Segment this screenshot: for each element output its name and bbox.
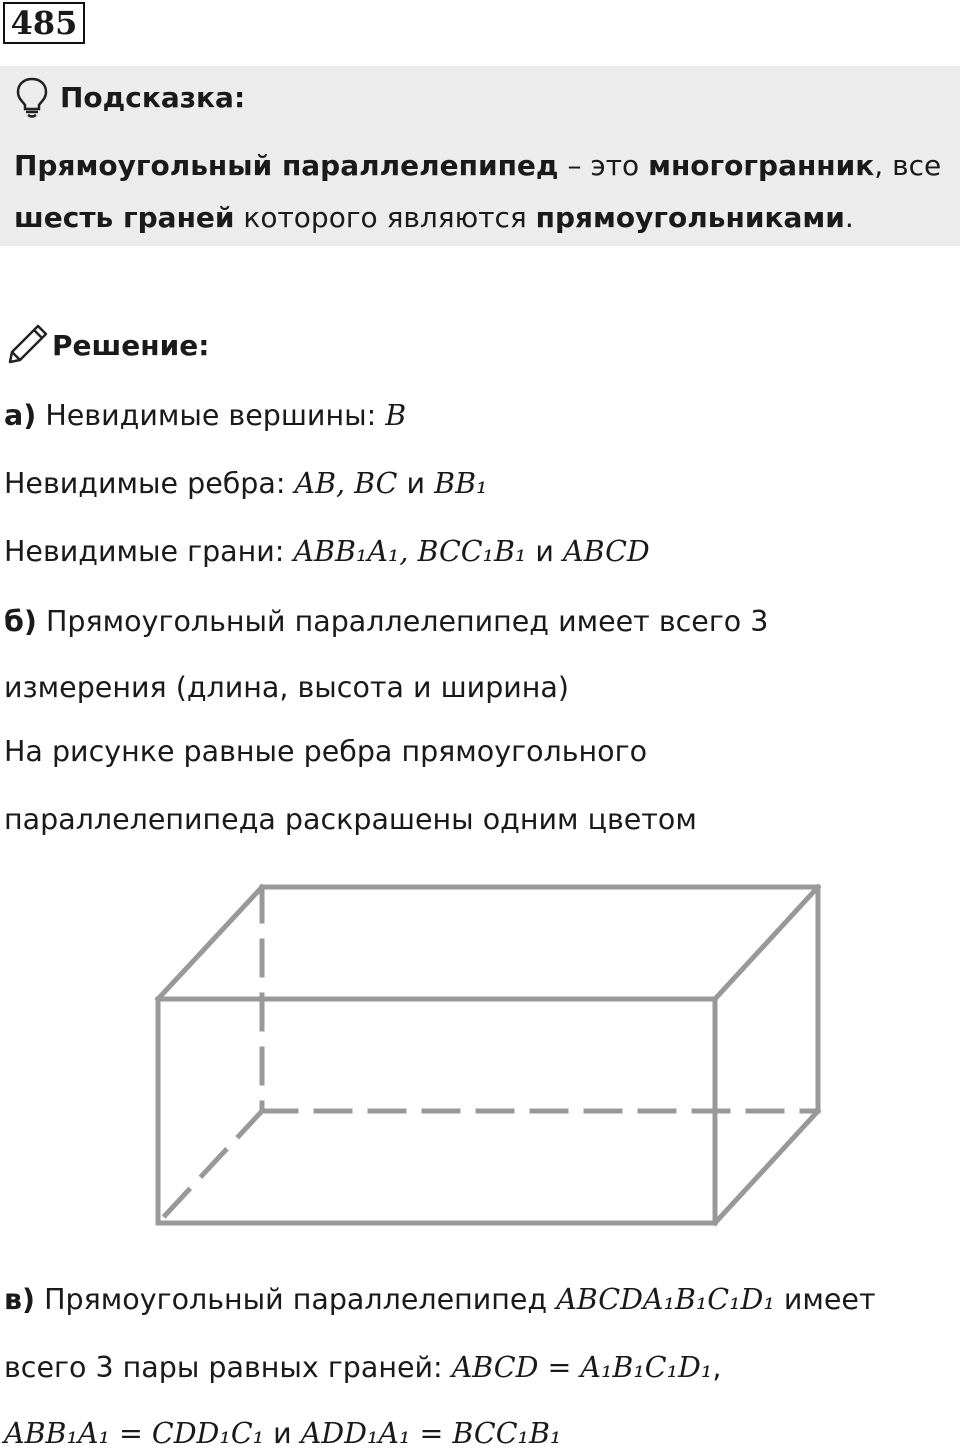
part-c-line-3: ABB₁A₁ = CDD₁C₁ и ADD₁A₁ = BCC₁B₁ xyxy=(4,1417,562,1450)
hidden-depth-edge xyxy=(158,1111,262,1223)
part-a-line-1: а) Невидимые вершины: B xyxy=(4,399,407,432)
part-b-line-2: измерения (длина, высота и ширина) xyxy=(4,671,570,704)
part-a-line-2: Невидимые ребра: AB, BC и BB₁ xyxy=(4,467,488,500)
parallelepiped-figure xyxy=(0,870,960,1240)
pencil-icon xyxy=(6,322,50,366)
bottom-right-edge xyxy=(715,1111,818,1223)
part-c-line-2: всего 3 пары равных граней: ABCD = A₁B₁C₁D₁, xyxy=(4,1351,722,1384)
part-b-line-1: б) Прямоугольный параллелепипед имеет всего 3 xyxy=(4,605,769,638)
lightbulb-icon xyxy=(14,76,50,118)
hint-title: Подсказка: xyxy=(60,81,246,114)
solution-title: Решение: xyxy=(52,329,210,362)
top-left-edge xyxy=(158,887,262,999)
problem-number: 485 xyxy=(3,2,85,44)
hint-line-2: шесть граней которого являются прямоугольниками. xyxy=(14,201,854,234)
part-c-line-1: в) Прямоугольный параллелепипед ABCDA₁B₁C₁D₁ имеет xyxy=(4,1283,876,1316)
hint-line-1: Прямоугольный параллелепипед – это многогранник, все xyxy=(14,149,942,182)
top-right-edge xyxy=(715,887,818,999)
part-b-line-4: параллелепипеда раскрашены одним цветом xyxy=(4,803,697,836)
part-a-line-3: Невидимые грани: ABB₁A₁, BCC₁B₁ и ABCD xyxy=(4,535,650,568)
part-b-line-3: На рисунке равные ребра прямоугольного xyxy=(4,735,648,768)
